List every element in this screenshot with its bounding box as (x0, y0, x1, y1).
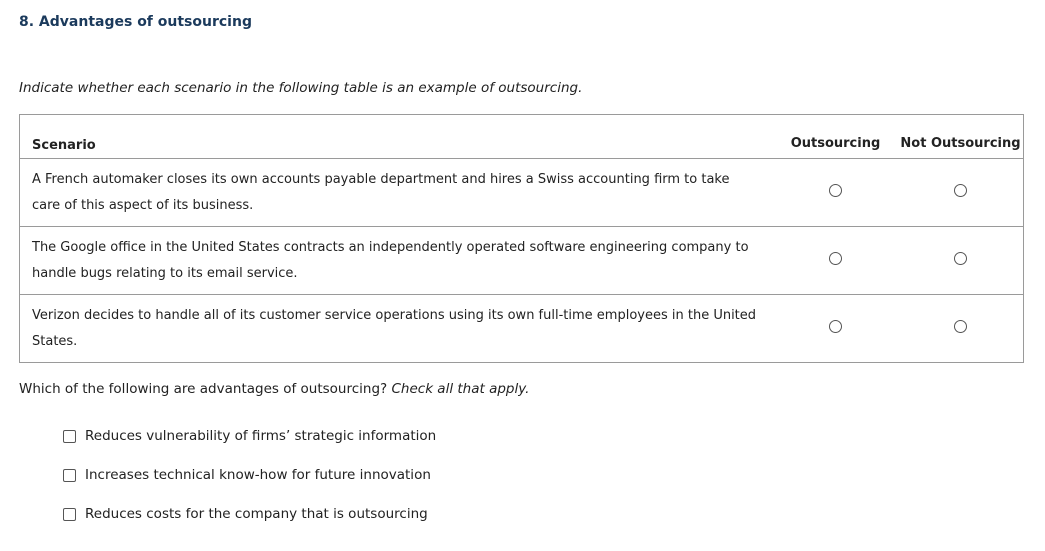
radio-cell (773, 159, 898, 227)
scenario-text: The Google office in the United States contracts an independently operated software engineering company to handle bugs relating to its email service. (20, 227, 774, 295)
checkbox-2[interactable] (63, 469, 76, 482)
column-header-outsourcing: Outsourcing (773, 115, 898, 159)
radio-not-outsourcing-3[interactable] (954, 320, 967, 333)
checkbox-1[interactable] (63, 430, 76, 443)
radio-outsourcing-3[interactable] (829, 320, 842, 333)
instruction-text: Indicate whether each scenario in the following table is an example of outsourcing. (19, 80, 583, 96)
scenario-text: A French automaker closes its own accounts payable department and hires a Swiss accounting firm to take care of this aspect of its business. (20, 159, 774, 227)
radio-cell (773, 295, 898, 363)
checkbox-3[interactable] (63, 508, 76, 521)
checkbox-option[interactable] (63, 427, 436, 445)
radio-not-outsourcing-2[interactable] (954, 252, 967, 265)
radio-not-outsourcing-1[interactable] (954, 184, 967, 197)
radio-cell (773, 227, 898, 295)
radio-cell (898, 159, 1024, 227)
radio-outsourcing-2[interactable] (829, 252, 842, 265)
checkbox-option[interactable] (63, 466, 436, 484)
option-label: Reduces costs for the company that is outsourcing (85, 506, 428, 522)
question-hint: Check all that apply. (391, 381, 530, 397)
table-header-row (20, 115, 1024, 159)
checkbox-question (19, 381, 529, 397)
radio-outsourcing-1[interactable] (829, 184, 842, 197)
table-row (20, 159, 1024, 227)
scenario-text: Verizon decides to handle all of its customer service operations using its own full-time employees in the United States. (20, 295, 774, 363)
checkbox-option[interactable] (63, 505, 436, 523)
column-header-not-outsourcing: Not Outsourcing (898, 115, 1024, 159)
table-row (20, 227, 1024, 295)
radio-cell (898, 227, 1024, 295)
scenario-table (19, 114, 1024, 363)
option-label: Reduces vulnerability of firms’ strategic information (85, 428, 437, 444)
checkbox-options (63, 427, 436, 544)
column-header-scenario: Scenario (20, 115, 774, 159)
table-row (20, 295, 1024, 363)
radio-cell (898, 295, 1024, 363)
question-heading: 8. Advantages of outsourcing (19, 14, 252, 30)
question-text: Which of the following are advantages of outsourcing? (19, 381, 388, 397)
option-label: Increases technical know-how for future innovation (85, 467, 431, 483)
